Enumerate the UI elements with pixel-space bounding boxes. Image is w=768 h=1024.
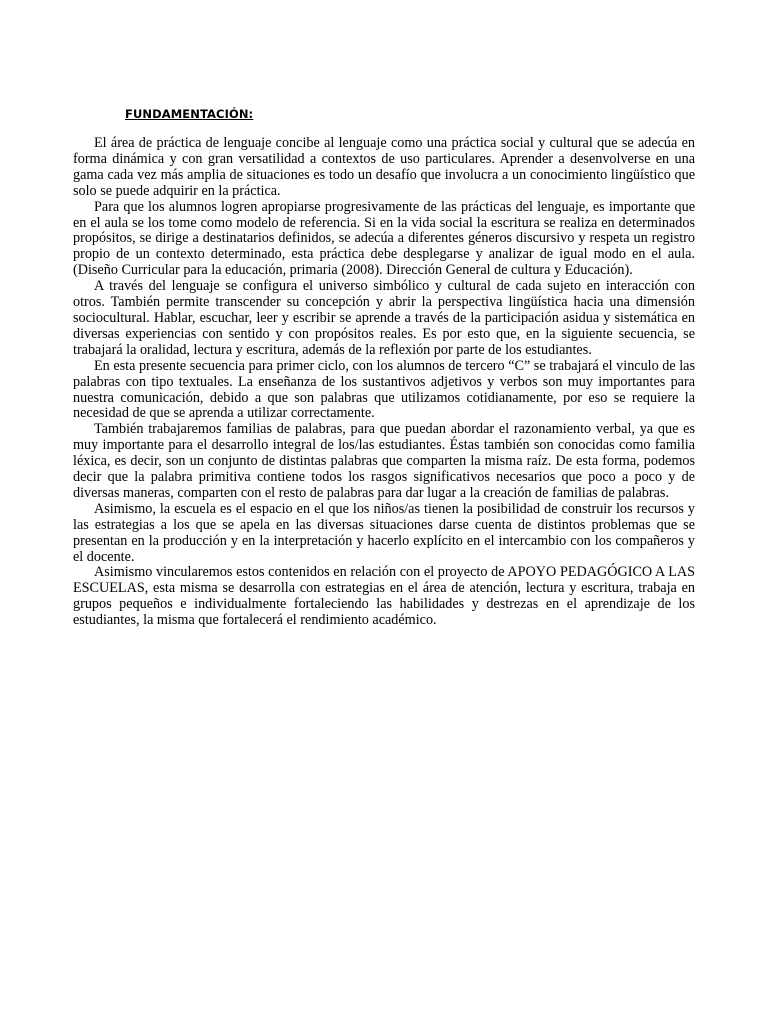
paragraph-4: En esta presente secuencia para primer ciclo, con los alumnos de tercero “C” se trabajará el vinculo de las palabras con tipo textuales. La enseñanza de los sustantivos adjetivos y verbos son muy importantes para nuestra comunicación, debido a que son palabras que utilizamos cotidianamente, por eso se requiere la necesidad de que se aprenda a utilizar correctamente. [73, 357, 695, 422]
paragraph-1: El área de práctica de lenguaje concibe al lenguaje como una práctica social y cultural que se adecúa en forma dinámica y con gran versatilidad a contextos de uso particulares. Aprender a desenvolverse en una gama cada vez más amplia de situaciones es todo un desafío que involucra a un conocimiento lingüístico que solo se puede adquirir en la práctica. [73, 135, 695, 199]
paragraph-6: Asimismo, la escuela es el espacio en el que los niños/as tienen la posibilidad de construir los recursos y las estrategias a los que se apela en las diversas situaciones darse cuenta de distintos problemas que se presentan en la producción y en la interpretación y hacerlo explícito en el intercambio con los compañeros y el docente. [73, 500, 695, 565]
paragraph-7: Asimismo vincularemos estos contenidos en relación con el proyecto de APOYO PEDAGÓGICO A LAS ESCUELAS, esta misma se desarrolla con estrategias en el área de atención, lectura y escritura, trabaja en grupos pequeños e individualmente fortaleciendo las habilidades y destrezas en el aprendizaje de los estudiantes, la misma que fortalecerá el rendimiento académico. [73, 564, 695, 629]
paragraph-5: También trabajaremos familias de palabras, para que puedan abordar el razonamiento verbal, ya que es muy importante para el desarrollo integral de los/las estudiantes. Éstas también son conocidas como familia léxica, es decir, son un conjunto de distintas palabras que comparten la misma raíz. De esta forma, podemos decir que la palabra primitiva contiene todos los rasgos significativos necesarios que poco a poco y de diversas maneras, comparten con el resto de palabras para dar lugar a la creación de familias de palabras. [73, 421, 695, 501]
paragraph-3: A través del lenguaje se configura el universo simbólico y cultural de cada sujeto en interacción con otros. También permite transcender su concepción y abrir la perspectiva lingüística hacia una dimensión sociocultural. Hablar, escuchar, leer y escribir se aprende a través de la participación asidua y sistemática en diversas experiencias con sentido y con propósitos reales. Es por esto que, en la siguiente secuencia, se trabajará la oralidad, lectura y escritura, además de la reflexión por parte de los estudiantes. [73, 278, 695, 358]
section-heading: FUNDAMENTACIÓN: [125, 107, 254, 121]
paragraph-2: Para que los alumnos logren apropiarse progresivamente de las prácticas del lenguaje, es importante que en el aula se los tome como modelo de referencia. Si en la vida social la escritura se realiza en determinados propósitos, se dirige a destinatarios definidos, se adecúa a diferentes géneros discursivo y respeta un registro propio de un contexto determinado, esta práctica debe desplegarse y analizar de igual modo en el aula. (Diseño Curricular para la educación, primaria (2008). Dirección General de cultura y Educación). [73, 198, 695, 279]
body-text [73, 136, 695, 629]
